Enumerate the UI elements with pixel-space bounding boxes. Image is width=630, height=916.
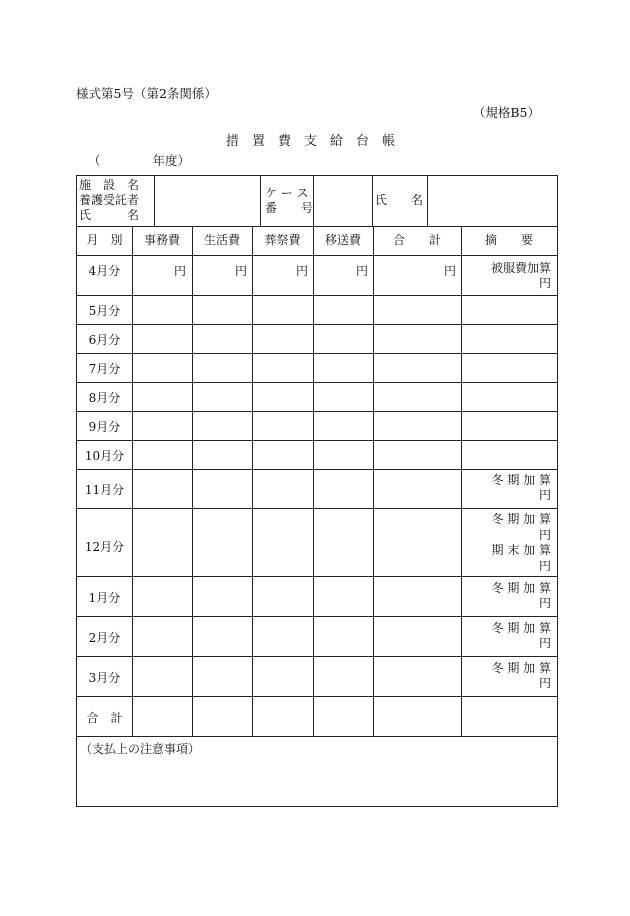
row-divider bbox=[77, 382, 557, 383]
document-title: 措置費支給台帳 bbox=[226, 134, 409, 149]
column-header-office-expense: 事務費 bbox=[143, 233, 180, 247]
col-divider bbox=[313, 226, 314, 736]
yen-unit: 円 bbox=[174, 264, 187, 278]
col-divider bbox=[252, 226, 253, 736]
row-divider bbox=[77, 353, 557, 354]
remark-winter-allowance: 冬 期 加 算 円 bbox=[491, 473, 551, 502]
row-divider bbox=[77, 656, 557, 657]
month-label: 12月分 bbox=[84, 540, 125, 554]
row-divider bbox=[77, 440, 557, 441]
month-label: 5月分 bbox=[88, 304, 121, 318]
col-divider bbox=[372, 176, 373, 226]
col-divider bbox=[373, 226, 374, 736]
fiscal-year-field[interactable] bbox=[88, 151, 190, 169]
col-divider bbox=[132, 226, 133, 736]
remark-winter-year-end-allowance: 冬 期 加 算 円 期 末 加 算 円 bbox=[491, 512, 551, 573]
col-divider bbox=[461, 226, 462, 736]
remark-winter-allowance: 冬 期 加 算 円 bbox=[491, 621, 551, 650]
row-divider bbox=[77, 411, 557, 412]
month-label: 9月分 bbox=[88, 420, 121, 434]
case-number-label: ケ ー ス 番 号 bbox=[265, 186, 314, 215]
row-divider bbox=[77, 576, 557, 577]
person-name-field[interactable] bbox=[428, 177, 556, 225]
row-divider bbox=[77, 324, 557, 325]
row-divider bbox=[77, 508, 557, 509]
remark-clothing-allowance: 被服費加算 円 bbox=[490, 261, 551, 290]
column-header-transport-expense: 移送費 bbox=[324, 233, 361, 247]
case-number-field[interactable] bbox=[314, 177, 371, 225]
month-label: 7月分 bbox=[88, 362, 121, 376]
col-divider bbox=[192, 226, 193, 736]
person-name-label: 氏 名 bbox=[375, 193, 424, 207]
facility-name-field[interactable] bbox=[155, 177, 259, 225]
row-divider bbox=[77, 616, 557, 617]
fiscal-year-label: 年度） bbox=[152, 153, 191, 168]
row-divider bbox=[77, 255, 557, 256]
row-divider bbox=[77, 696, 557, 697]
fiscal-year-open: （ bbox=[88, 153, 101, 168]
month-label: 6月分 bbox=[88, 333, 121, 347]
month-label: 4月分 bbox=[88, 264, 121, 278]
column-header-remarks: 摘 要 bbox=[484, 233, 533, 247]
form-number-label: 様式第5号（第2条関係） bbox=[76, 86, 217, 101]
column-header-funeral-expense: 葬祭費 bbox=[264, 233, 301, 247]
ledger-table bbox=[76, 175, 558, 807]
month-label: 10月分 bbox=[84, 449, 125, 463]
payment-notes-label: （支払上の注意事項） bbox=[80, 742, 201, 756]
row-divider bbox=[77, 226, 557, 227]
col-divider bbox=[260, 176, 261, 226]
row-divider bbox=[77, 736, 557, 737]
facility-name-label: 施 設 名 養護受託者 氏 名 bbox=[79, 178, 140, 222]
month-label: 1月分 bbox=[88, 591, 121, 605]
yen-unit: 円 bbox=[235, 264, 248, 278]
column-header-total: 合 計 bbox=[392, 233, 441, 247]
paper-size-label: （規格B5） bbox=[472, 105, 540, 120]
remark-winter-allowance: 冬 期 加 算 円 bbox=[491, 661, 551, 690]
yen-unit: 円 bbox=[356, 264, 369, 278]
payment-notes-field[interactable] bbox=[78, 760, 556, 804]
yen-unit: 円 bbox=[444, 264, 457, 278]
remark-winter-allowance: 冬 期 加 算 円 bbox=[491, 581, 551, 610]
month-label: 8月分 bbox=[88, 391, 121, 405]
row-divider bbox=[77, 469, 557, 470]
column-header-month: 月 別 bbox=[86, 233, 123, 247]
month-label: 11月分 bbox=[84, 483, 125, 497]
month-label: 3月分 bbox=[88, 671, 121, 685]
month-label: 2月分 bbox=[88, 631, 121, 645]
column-header-living-expense: 生活費 bbox=[203, 233, 240, 247]
row-divider bbox=[77, 295, 557, 296]
total-row-label: 合 計 bbox=[86, 711, 123, 725]
yen-unit: 円 bbox=[296, 264, 309, 278]
